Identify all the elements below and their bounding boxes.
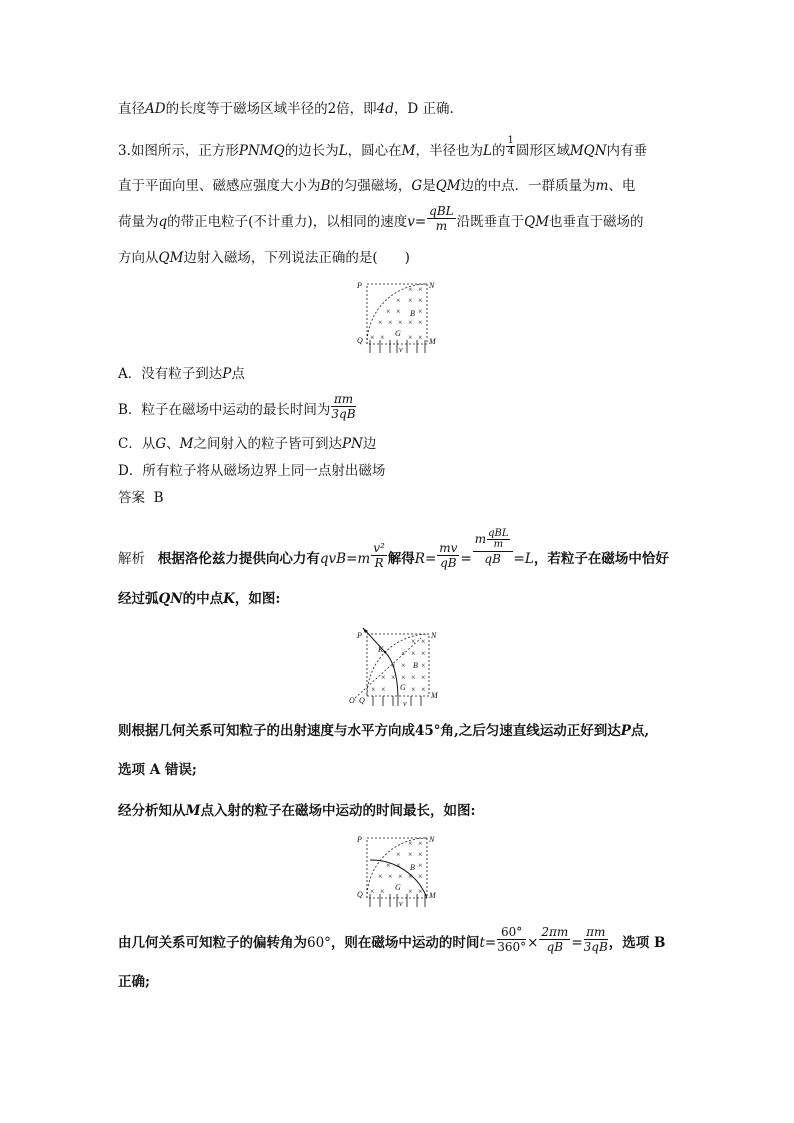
text: 4d [376, 101, 394, 117]
label-b: B [410, 863, 415, 872]
text: PN [341, 436, 363, 452]
field-mark: × [408, 285, 413, 294]
text: 60° [307, 935, 331, 951]
option-c [118, 438, 376, 452]
field-mark: × [370, 333, 375, 342]
field-mark: × [418, 296, 423, 305]
point-k [384, 651, 387, 654]
text: M [185, 803, 201, 819]
label-n: N [429, 281, 435, 290]
field-mark: × [386, 861, 391, 870]
field-mark: × [418, 318, 423, 327]
fraction-angle [497, 926, 526, 953]
text: = [414, 214, 427, 230]
label-k: K [378, 645, 384, 654]
field-mark: × [381, 673, 386, 682]
text: K [223, 591, 235, 607]
text: v [407, 214, 415, 230]
label-q: Q [359, 696, 365, 705]
field-mark: × [408, 872, 413, 881]
field-mark: × [401, 649, 406, 658]
field-mark: × [408, 839, 413, 848]
text: 的边长为 [284, 143, 339, 159]
field-mark: × [391, 661, 396, 670]
velocity-arrows [370, 340, 425, 353]
text: 的中点 [182, 591, 224, 607]
label-m: M [429, 337, 436, 346]
text: PNMQ [238, 143, 285, 159]
text: 的长度等于磁场区域半径的 [165, 101, 328, 117]
text: M [401, 143, 416, 159]
numerator: qBL [488, 527, 509, 539]
label-p: P [357, 281, 362, 290]
text: 则根据几何关系可知粒子的出射速度与水平方向成 [118, 723, 415, 739]
label-m: M [431, 691, 438, 700]
field-mark: × [418, 872, 423, 881]
text: ，若粒子在磁场中恰好 [533, 551, 669, 567]
text: 正确; [118, 974, 150, 990]
numerator: 60° [497, 926, 526, 940]
fraction-mvqb [437, 542, 459, 569]
denominator: qB [484, 551, 501, 566]
numerator: 2πm [541, 925, 569, 939]
label-q: Q [357, 336, 363, 345]
field-mark: × [421, 649, 426, 658]
field-mark: × [418, 285, 423, 294]
field-mark: × [396, 850, 401, 859]
field-mark: × [386, 307, 391, 316]
square-boundary [367, 634, 429, 696]
label-g: G [400, 683, 406, 692]
fraction-quarter [506, 136, 514, 157]
text: 3.如图所示，正方形 [118, 143, 239, 159]
problem-line-1 [118, 135, 648, 159]
text: m [595, 178, 609, 194]
field-mark: × [401, 661, 406, 670]
answer-label: 答案 [118, 490, 145, 506]
label-b: B [410, 309, 415, 318]
field-mark: × [418, 333, 423, 342]
text: P [222, 366, 232, 382]
field-mark: × [418, 850, 423, 859]
text: 2 [327, 101, 337, 117]
field-mark: × [411, 685, 416, 694]
label-g: G [395, 883, 401, 892]
text: G [155, 436, 167, 452]
answer-line [118, 492, 164, 506]
text: 、电 [608, 178, 636, 194]
text: 边 [362, 436, 377, 452]
text: = [513, 551, 525, 567]
text: ，如图: [234, 591, 281, 607]
field-mark: × [418, 307, 423, 316]
text: × [527, 935, 539, 951]
text: 点, [630, 723, 650, 739]
field-mark: × [388, 318, 393, 327]
field-mark: × [408, 333, 413, 342]
text: ，则在磁场中运动的时间 [330, 935, 480, 951]
field-mark: × [408, 318, 413, 327]
text: q [158, 214, 168, 230]
label-p: P [357, 835, 362, 844]
label-p: P [357, 631, 362, 640]
field-mark: × [418, 839, 423, 848]
field-mark: × [396, 296, 401, 305]
text: MQN [569, 143, 607, 159]
analysis-line-3 [118, 725, 649, 739]
text: 是 [422, 178, 436, 194]
field-mark: × [411, 673, 416, 682]
numerator: mv [439, 541, 458, 555]
figure-2 [345, 624, 455, 708]
field-mark: × [408, 850, 413, 859]
text: 经过弧 [118, 591, 159, 607]
denominator: 360° [497, 940, 527, 954]
analysis-line-2 [118, 593, 280, 607]
option-a [118, 368, 245, 382]
text: 的匀强磁场， [330, 178, 412, 194]
field-mark: × [398, 318, 403, 327]
label-b: B [413, 661, 418, 670]
text: QM [435, 178, 461, 194]
arc-boundary [367, 634, 429, 696]
problem-line-3 [118, 204, 644, 233]
field-mark: × [396, 861, 401, 870]
text: B．粒子在磁场中运动的最长时间为 [118, 402, 331, 418]
text: QM [524, 214, 550, 230]
denominator: 3qB [583, 940, 608, 954]
text: 内有垂 [606, 143, 648, 159]
label-v: v [399, 899, 403, 908]
denominator: qB [546, 940, 564, 954]
text: ，选项 B [608, 935, 666, 951]
numerator: 1 [507, 135, 514, 146]
fraction-result [584, 926, 608, 953]
text: 沿既垂直于 [456, 214, 525, 230]
denominator: 3qB [331, 407, 356, 421]
field-mark: × [408, 887, 413, 896]
inner-fraction [487, 529, 509, 550]
text: QM [158, 250, 184, 266]
label-m: M [429, 891, 436, 900]
field-mark: × [380, 887, 385, 896]
text: 经分析知从 [118, 803, 186, 819]
text: = [424, 551, 437, 567]
denominator: m [435, 219, 448, 233]
denominator: 4 [507, 146, 514, 157]
fraction-compound [473, 529, 513, 565]
figure-3 [352, 832, 442, 912]
field-mark: × [388, 872, 393, 881]
analysis-line-1 [118, 527, 669, 570]
text: 45° [415, 723, 441, 739]
text: 直于平面向里、磁感应强度大小为 [118, 178, 321, 194]
text: 点入射的粒子在磁场中运动的时间最长，如图: [200, 803, 476, 819]
field-mark: × [380, 333, 385, 342]
numerator [473, 529, 513, 552]
text: = [346, 551, 358, 567]
problem-line-4 [118, 252, 410, 266]
field-mark: × [418, 861, 423, 870]
fraction-v2r [371, 542, 387, 569]
label-g: G [395, 329, 401, 338]
label-n: N [431, 631, 437, 640]
text: P [620, 723, 631, 739]
field-mark: × [396, 307, 401, 316]
text: 的 [491, 143, 506, 159]
text: = [571, 935, 583, 951]
text: L [524, 551, 534, 567]
text: 倍，即 [336, 101, 377, 117]
analysis-line-4 [118, 764, 197, 778]
text: ，D 正确. [393, 101, 454, 117]
text: M [179, 436, 194, 452]
analysis-line-7 [118, 976, 150, 990]
text: 方向从 [118, 250, 159, 266]
text: L [482, 143, 492, 159]
field-mark: × [378, 318, 383, 327]
field-mark: × [411, 649, 416, 658]
velocity-arrows [370, 894, 425, 907]
text: = [484, 935, 497, 951]
fraction-period [539, 926, 570, 953]
field-mark: × [411, 637, 416, 646]
label-v: v [403, 699, 407, 708]
text: ，圆心在 [347, 143, 402, 159]
field-mark: × [398, 872, 403, 881]
field-mark: × [401, 673, 406, 682]
text: 边的中点．一群质量为 [460, 178, 596, 194]
text: AD [145, 101, 166, 117]
numerator: v² [373, 541, 385, 555]
text: 荷量为 [118, 214, 159, 230]
denominator: m [493, 538, 504, 550]
text: C．从 [118, 436, 156, 452]
field-mark: × [421, 673, 426, 682]
denominator: R [374, 556, 384, 570]
text: 选项 A 错误; [118, 762, 197, 778]
text: t [479, 935, 485, 951]
text: B [320, 178, 331, 194]
field-mark: × [418, 887, 423, 896]
text: 、 [166, 436, 180, 452]
text: 点 [231, 366, 245, 382]
text: 的带正电粒子(不计重力)，以相同的速度 [167, 214, 408, 230]
fraction-time [331, 393, 355, 420]
field-mark: × [381, 685, 386, 694]
text: G [411, 178, 423, 194]
intro-line [118, 103, 454, 117]
text: m [474, 531, 487, 546]
text: 角,之后匀速直线运动正好到达 [440, 723, 621, 739]
label-v: v [399, 345, 403, 354]
analysis-label: 解析 [118, 551, 145, 567]
field-mark: × [370, 887, 375, 896]
text: ，半径也为 [415, 143, 483, 159]
text: 直径 [118, 101, 145, 117]
field-mark: × [378, 872, 383, 881]
field-mark: × [421, 637, 426, 646]
text: 之间射入的粒子皆可到达 [193, 436, 342, 452]
numerator: qBL [429, 204, 454, 218]
text: qvB [319, 551, 347, 567]
label-n: N [429, 835, 435, 844]
text: L [338, 143, 348, 159]
field-mark: × [408, 296, 413, 305]
velocity-arrows [373, 696, 421, 706]
numerator: πm [584, 926, 608, 940]
label-o: O [349, 696, 355, 705]
field-mark: × [421, 661, 426, 670]
text: 圆形区域 [515, 143, 570, 159]
label-q: Q [357, 890, 363, 899]
option-d [118, 465, 385, 479]
denominator: qB [440, 556, 457, 570]
text: 边射入磁场，下列说法正确的是( ) [183, 250, 410, 266]
text: 也垂直于磁场的 [549, 214, 644, 230]
numerator: πm [331, 393, 355, 407]
fraction-velocity [427, 205, 455, 232]
text: QN [158, 591, 183, 607]
text: = [460, 551, 472, 567]
text: R [414, 551, 425, 567]
text: 由几何关系可知粒子的偏转角为 [118, 935, 307, 951]
answer-value: B [153, 490, 164, 506]
figure-1 [352, 278, 442, 358]
problem-line-2 [118, 180, 635, 194]
text: 根据洛伦兹力提供向心力有 [157, 551, 320, 567]
field-mark: × [421, 685, 426, 694]
text: A．没有粒子到达 [118, 366, 223, 382]
text: 解得 [387, 551, 415, 567]
field-mark: × [391, 673, 396, 682]
text: D．所有粒子将从磁场边界上同一点射出磁场 [118, 463, 386, 479]
text: m [357, 551, 371, 567]
field-mark: × [371, 685, 376, 694]
analysis-line-5 [118, 805, 475, 819]
